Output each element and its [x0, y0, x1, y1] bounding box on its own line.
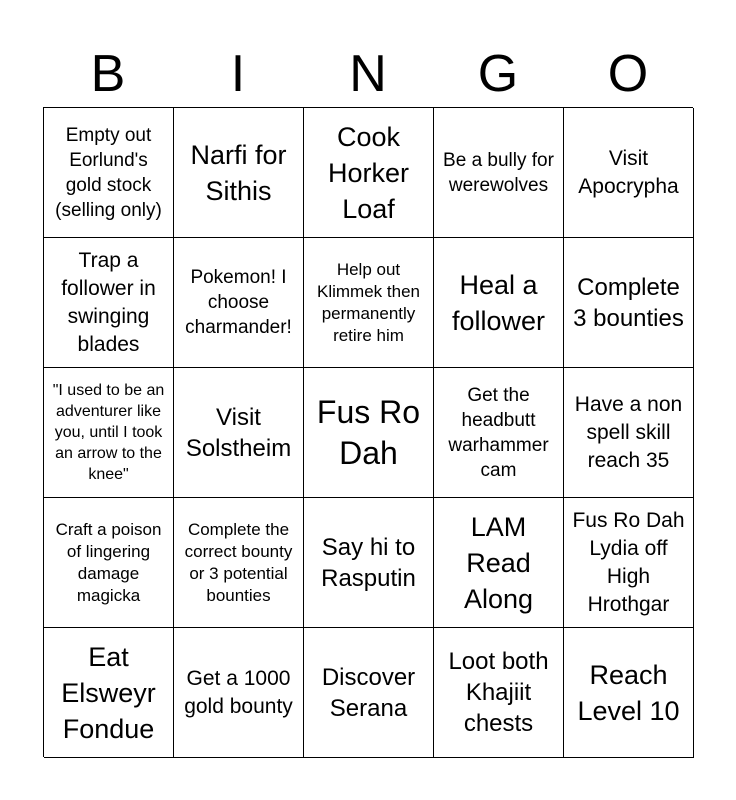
- cell-text: Heal a follower: [451, 269, 546, 336]
- bingo-cell-4-2[interactable]: [174, 498, 304, 628]
- header-letter-b: B: [90, 45, 126, 103]
- bingo-cell-4-3[interactable]: [304, 498, 434, 628]
- header-letter-n: N: [349, 45, 387, 103]
- cell-text: Get a 1000 gold bounty: [184, 666, 293, 718]
- cell-text: Cook Horker Loaf: [327, 121, 409, 224]
- bingo-cell-1-2[interactable]: [174, 108, 304, 238]
- header-letter-i: I: [230, 45, 246, 103]
- bingo-cell-5-4[interactable]: [434, 628, 564, 758]
- cell-text: Help out Klimmek then permanently retire him: [317, 259, 420, 345]
- bingo-cell-2-1[interactable]: [44, 238, 174, 368]
- cell-text: Trap a follower in swinging blades: [61, 248, 156, 356]
- bingo-cell-5-2[interactable]: [174, 628, 304, 758]
- bingo-cell-1-4[interactable]: [434, 108, 564, 238]
- bingo-cell-4-5[interactable]: [564, 498, 694, 628]
- bingo-cell-3-5[interactable]: [564, 368, 694, 498]
- cell-text: Complete 3 bounties: [573, 273, 684, 332]
- cell-text: Craft a poison of lingering damage magicka: [55, 519, 162, 605]
- bingo-cell-4-1[interactable]: [44, 498, 174, 628]
- bingo-cell-2-5[interactable]: [564, 238, 694, 368]
- cell-text: Discover Serana: [321, 663, 416, 722]
- cell-text: Empty out Eorlund's gold stock (selling only): [55, 124, 162, 221]
- cell-text: Fus Ro Dah: [316, 393, 421, 471]
- cell-text: Pokemon! I choose charmander!: [185, 267, 292, 338]
- cell-text: LAM Read Along: [463, 511, 534, 614]
- cell-text: Get the headbutt warhammer cam: [448, 384, 549, 481]
- bingo-cell-3-2[interactable]: [174, 368, 304, 498]
- bingo-cell-3-1[interactable]: [44, 368, 174, 498]
- bingo-cell-3-4[interactable]: [434, 368, 564, 498]
- bingo-cell-1-1[interactable]: [44, 108, 174, 238]
- cell-text: Be a bully for werewolves: [443, 149, 554, 196]
- cell-text: Say hi to Rasputin: [321, 533, 416, 592]
- bingo-cell-5-5[interactable]: [564, 628, 694, 758]
- cell-text: Fus Ro Dah Lydia off High Hrothgar: [572, 508, 685, 616]
- bingo-cell-2-2[interactable]: [174, 238, 304, 368]
- bingo-cell-1-5[interactable]: [564, 108, 694, 238]
- bingo-cell-4-4[interactable]: [434, 498, 564, 628]
- header-letter-g: G: [477, 45, 519, 103]
- bingo-cell-5-1[interactable]: [44, 628, 174, 758]
- cell-text: Reach Level 10: [577, 659, 680, 726]
- cell-text: Visit Solstheim: [185, 403, 292, 462]
- bingo-cell-3-3[interactable]: [304, 368, 434, 498]
- bingo-cell-1-3[interactable]: [304, 108, 434, 238]
- cell-text: Have a non spell skill reach 35: [574, 392, 683, 472]
- cell-text: Visit Apocrypha: [578, 146, 679, 198]
- cell-text: Complete the correct bounty or 3 potential bounties: [184, 519, 293, 605]
- bingo-board: [43, 107, 693, 757]
- bingo-cell-2-4[interactable]: [434, 238, 564, 368]
- cell-text: Loot both Khajiit chests: [448, 648, 549, 737]
- cell-text: "I used to be an adventurer like you, until I took an arrow to the knee": [52, 382, 165, 483]
- bingo-cell-5-3[interactable]: [304, 628, 434, 758]
- cell-text: Eat Elsweyr Fondue: [61, 641, 156, 744]
- cell-text: Narfi for Sithis: [190, 139, 287, 206]
- bingo-header: [43, 40, 693, 108]
- header-letter-o: O: [607, 45, 649, 103]
- bingo-cell-2-3[interactable]: [304, 238, 434, 368]
